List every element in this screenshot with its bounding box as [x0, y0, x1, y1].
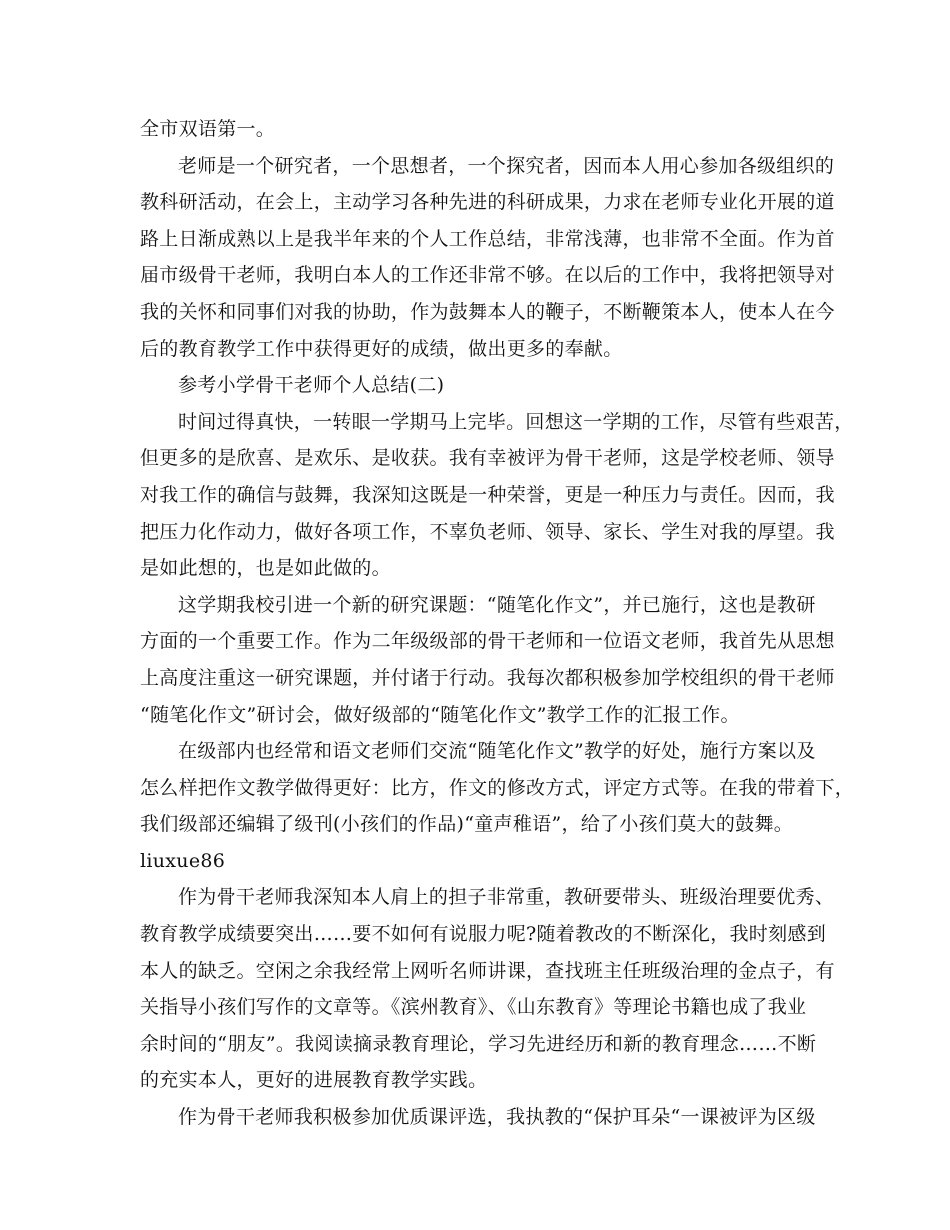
text-line: 届市级骨干老师，我明白本人的工作还非常不够。在以后的工作中，我将把领导对	[140, 264, 835, 287]
text-line: 时间过得真快，一转眼一学期马上完毕。回想这一学期的工作，尽管有些艰苦，	[178, 410, 854, 433]
text-line: 全市双语第一。	[140, 118, 276, 140]
section-heading: 参考小学骨干老师个人总结(二)	[178, 374, 445, 397]
text-line: “随笔化作文”研讨会，做好级部的“随笔化作文”教学工作的汇报工作。	[140, 703, 740, 726]
text-line: liuxue86	[140, 849, 226, 872]
text-line: 方面的一个重要工作。作为二年级级部的骨干老师和一位语文老师，我首先从思想	[140, 630, 835, 653]
text-line: 但更多的是欣喜、是欢乐、是收获。我有幸被评为骨干老师，这是学校老师、领导	[140, 447, 835, 470]
text-line: 在级部内也经常和语文老师们交流“随笔化作文”教学的好处，施行方案以及	[178, 740, 816, 763]
text-line: 教育教学成绩要突出……要不如何有说服力呢?随着教改的不断深化，我时刻感到	[140, 923, 826, 946]
document-page	[140, 111, 855, 1136]
text-line: 教科研活动，在会上，主动学习各种先进的科研成果，力求在老师专业化开展的道	[140, 191, 835, 214]
text-line: 我的关怀和同事们对我的协助，作为鼓舞本人的鞭子，不断鞭策本人，使本人在今	[140, 300, 835, 323]
text-line: 把压力化作动力，做好各项工作，不辜负老师、领导、家长、学生对我的厚望。我	[140, 520, 835, 543]
text-line: 这学期我校引进一个新的研究课题：“随笔化作文”，并已施行，这也是教研	[178, 593, 816, 616]
text-line: 老师是一个研究者，一个思想者，一个探究者，因而本人用心参加各级组织的	[178, 154, 835, 177]
text-line: 关指导小孩们写作的文章等。《滨州教育》、《山东教育》等理论书籍也成了我业	[140, 996, 807, 1019]
text-line: 作为骨干老师我积极参加优质课评选，我执教的“保护耳朵“一课被评为区级	[178, 1106, 816, 1129]
text-line: 的充实本人，更好的进展教育教学实践。	[140, 1069, 488, 1092]
text-line: 怎么样把作文教学做得更好：比方，作文的修改方式，评定方式等。在我的带着下，	[140, 776, 855, 799]
text-line: 后的教育教学工作中获得更好的成绩，做出更多的奉献。	[140, 337, 623, 360]
text-line: 我们级部还编辑了级刊(小孩们的作品)“童声稚语”，给了小孩们莫大的鼓舞。	[140, 813, 794, 836]
text-line: 余时间的“朋友”。我阅读摘录教育理论，学习先进经历和新的教育理念……不断	[140, 1032, 817, 1055]
text-line: 本人的缺乏。空闲之余我经常上网听名师讲课，查找班主任班级治理的金点子，有	[140, 959, 835, 982]
text-line: 对我工作的确信与鼓舞，我深知这既是一种荣誉，更是一种压力与责任。因而，我	[140, 483, 835, 506]
text-line: 作为骨干老师我深知本人肩上的担子非常重，教研要带头、班级治理要优秀、	[178, 886, 835, 909]
text-line: 是如此想的，也是如此做的。	[140, 557, 391, 580]
text-line: 上高度注重这一研究课题，并付诸于行动。我每次都积极参加学校组织的骨干老师	[140, 666, 835, 689]
text-line: 路上日渐成熟以上是我半年来的个人工作总结，非常浅薄，也非常不全面。作为首	[140, 227, 835, 250]
